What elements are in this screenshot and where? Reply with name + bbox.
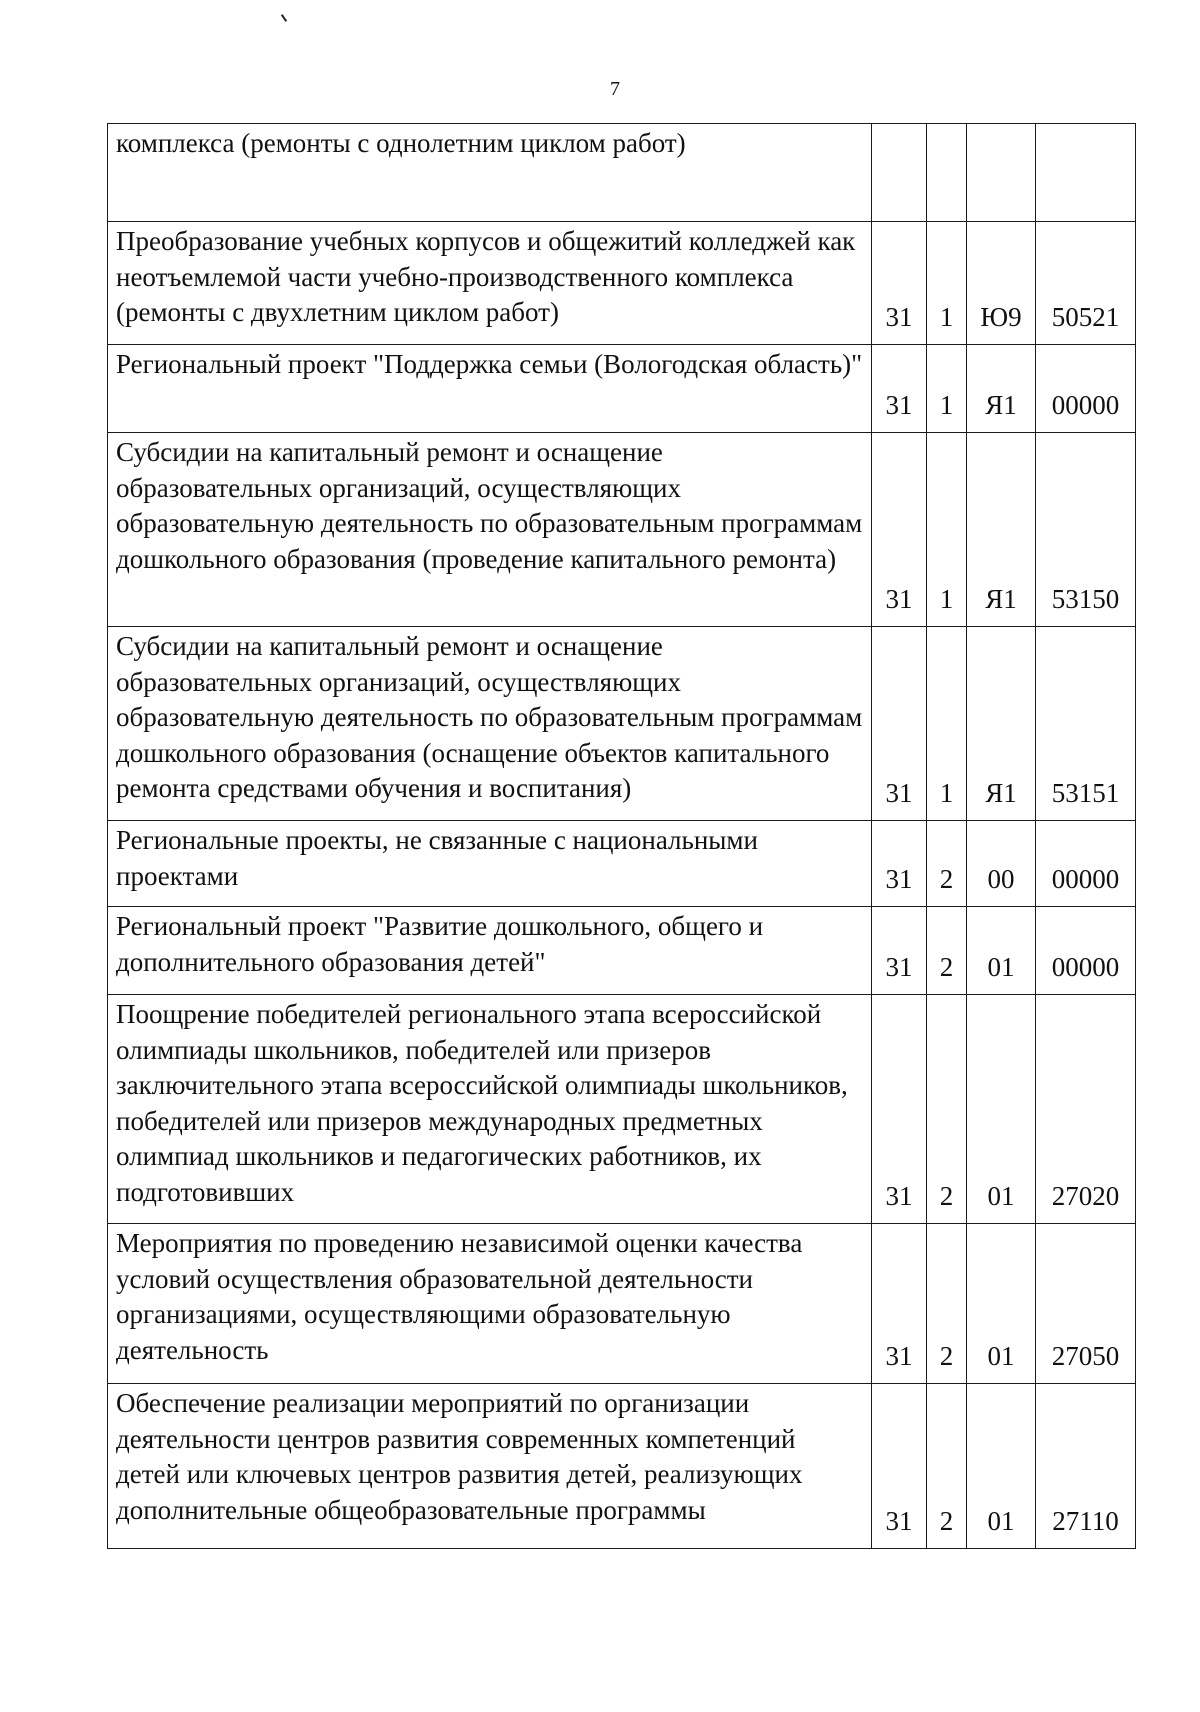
table-row: [108, 995, 1136, 1224]
program-code-cell: 31: [872, 433, 927, 627]
direction-code-cell: 00000: [1036, 821, 1136, 907]
page-number: 7: [610, 78, 620, 100]
budget-classification-table: [107, 123, 1136, 1549]
project-code-cell: 01: [967, 995, 1036, 1224]
project-code-cell: Я1: [967, 627, 1036, 821]
project-code-cell: Ю9: [967, 222, 1036, 345]
program-code-cell: 31: [872, 821, 927, 907]
subprogram-code-cell: 2: [927, 1384, 967, 1549]
direction-code-cell: 53150: [1036, 433, 1136, 627]
project-code-cell: 01: [967, 1384, 1036, 1549]
direction-code-cell: 27050: [1036, 1224, 1136, 1384]
scan-speck: [281, 14, 287, 22]
project-code-cell: [967, 124, 1036, 222]
project-code-cell: 01: [967, 1224, 1036, 1384]
direction-code-cell: 27020: [1036, 995, 1136, 1224]
table-row: [108, 433, 1136, 627]
item-name-cell: Обеспечение реализации мероприятий по организации деятельности центров развития современных компетенций детей или ключевых центров развития детей, реализующих дополнительные общеобразовательные программы: [108, 1384, 872, 1549]
table-row: [108, 1224, 1136, 1384]
program-code-cell: 31: [872, 1384, 927, 1549]
program-code-cell: 31: [872, 1224, 927, 1384]
item-name-cell: Субсидии на капитальный ремонт и оснащение образовательных организаций, осуществляющих образовательную деятельность по образовательным программам дошкольного образования (оснащение объектов капитального ремонта средствами обучения и воспитания): [108, 627, 872, 821]
item-name-cell: Региональный проект "Поддержка семьи (Вологодская область)": [108, 345, 872, 433]
direction-code-cell: [1036, 124, 1136, 222]
program-code-cell: 31: [872, 627, 927, 821]
subprogram-code-cell: [927, 124, 967, 222]
subprogram-code-cell: 2: [927, 907, 967, 995]
subprogram-code-cell: 1: [927, 222, 967, 345]
table-row: [108, 345, 1136, 433]
item-name-cell: Мероприятия по проведению независимой оценки качества условий осуществления образовательной деятельности организациями, осуществляющими образовательную деятельность: [108, 1224, 872, 1384]
table-row: [108, 821, 1136, 907]
item-name-cell: комплекса (ремонты с однолетним циклом работ): [108, 124, 872, 222]
item-name-cell: Поощрение победителей регионального этапа всероссийской олимпиады школьников, победителей или призеров заключительного этапа всероссийской олимпиады школьников, победителей или призеров международных предметных олимпиад школьников и педагогических работников, их подготовивших: [108, 995, 872, 1224]
table-row: [108, 907, 1136, 995]
direction-code-cell: 00000: [1036, 907, 1136, 995]
direction-code-cell: 27110: [1036, 1384, 1136, 1549]
subprogram-code-cell: 2: [927, 995, 967, 1224]
program-code-cell: [872, 124, 927, 222]
program-code-cell: 31: [872, 995, 927, 1224]
project-code-cell: Я1: [967, 433, 1036, 627]
table-row: [108, 1384, 1136, 1549]
project-code-cell: 01: [967, 907, 1036, 995]
program-code-cell: 31: [872, 345, 927, 433]
program-code-cell: 31: [872, 222, 927, 345]
subprogram-code-cell: 1: [927, 433, 967, 627]
item-name-cell: Региональный проект "Развитие дошкольного, общего и дополнительного образования детей": [108, 907, 872, 995]
program-code-cell: 31: [872, 907, 927, 995]
direction-code-cell: 00000: [1036, 345, 1136, 433]
subprogram-code-cell: 1: [927, 627, 967, 821]
table-row: [108, 124, 1136, 222]
table-row: [108, 627, 1136, 821]
project-code-cell: 00: [967, 821, 1036, 907]
subprogram-code-cell: 2: [927, 821, 967, 907]
direction-code-cell: 53151: [1036, 627, 1136, 821]
subprogram-code-cell: 1: [927, 345, 967, 433]
item-name-cell: Региональные проекты, не связанные с национальными проектами: [108, 821, 872, 907]
project-code-cell: Я1: [967, 345, 1036, 433]
direction-code-cell: 50521: [1036, 222, 1136, 345]
subprogram-code-cell: 2: [927, 1224, 967, 1384]
item-name-cell: Субсидии на капитальный ремонт и оснащение образовательных организаций, осуществляющих образовательную деятельность по образовательным программам дошкольного образования (проведение капитального ремонта): [108, 433, 872, 627]
item-name-cell: Преобразование учебных корпусов и общежитий колледжей как неотъемлемой части учебно-производственного комплекса (ремонты с двухлетним циклом работ): [108, 222, 872, 345]
table-row: [108, 222, 1136, 345]
table-body: [108, 124, 1136, 1549]
